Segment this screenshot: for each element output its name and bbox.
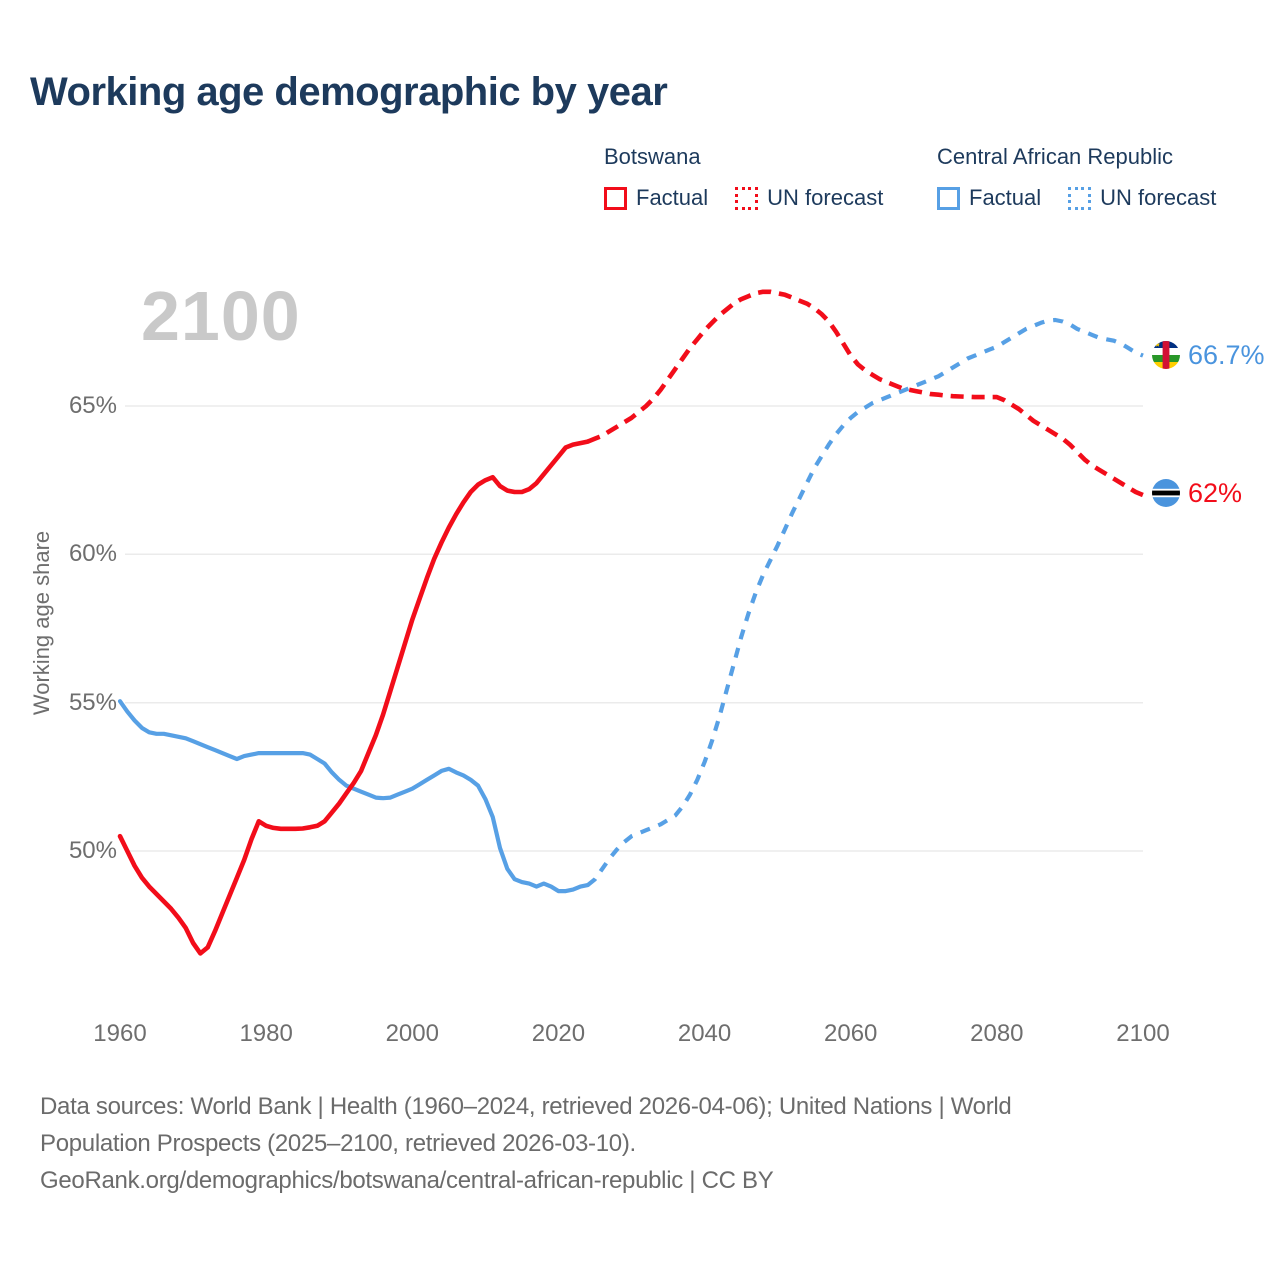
legend-label-botswana-forecast: UN forecast [767, 185, 884, 210]
y-tick-65: 65% [68, 392, 117, 419]
x-tick-1960: 1960 [93, 1020, 147, 1047]
x-tick-1980: 1980 [239, 1020, 293, 1047]
x-tick-2080: 2080 [970, 1020, 1024, 1047]
botswana-end-value: 62% [1188, 478, 1243, 508]
page-title: Working age demographic by year [30, 70, 668, 114]
legend-group-title-botswana: Botswana [604, 144, 701, 169]
y-tick-55: 55% [68, 688, 117, 716]
footer-attribution-link: GeoRank.org/demographics/botswana/central-african-republic | CC BY [40, 1167, 774, 1194]
y-axis-title: Working age share [29, 530, 54, 716]
footer-sources-line-2: Population Prospects (2025–2100, retrieved 2026-03-10). [40, 1130, 636, 1157]
legend-group-title-car: Central African Republic [937, 144, 1174, 169]
footer-sources-line-1: Data sources: World Bank | Health (1960–2024, retrieved 2026-04-06); United Nations | World [40, 1093, 1012, 1120]
legend-label-car-forecast: UN forecast [1100, 185, 1217, 210]
x-tick-2060: 2060 [824, 1020, 878, 1047]
central-african-republic-flag-icon [1152, 341, 1180, 369]
x-tick-2040: 2040 [677, 1020, 732, 1047]
car-end-label [1152, 341, 1265, 369]
botswana-flag-icon [1152, 479, 1180, 507]
car-end-value: 66.7% [1188, 340, 1265, 370]
year-watermark: 2100 [141, 277, 301, 355]
botswana-end-label [1152, 479, 1242, 507]
legend-label-car-factual: Factual [969, 185, 1042, 210]
x-tick-2100: 2100 [1116, 1020, 1170, 1047]
footer [40, 1088, 1200, 1199]
y-tick-50: 50% [68, 837, 117, 864]
y-tick-60: 60% [68, 540, 117, 568]
x-tick-2000: 2000 [385, 1020, 439, 1047]
x-tick-2020: 2020 [531, 1020, 586, 1047]
legend-label-botswana-factual: Factual [636, 185, 709, 210]
